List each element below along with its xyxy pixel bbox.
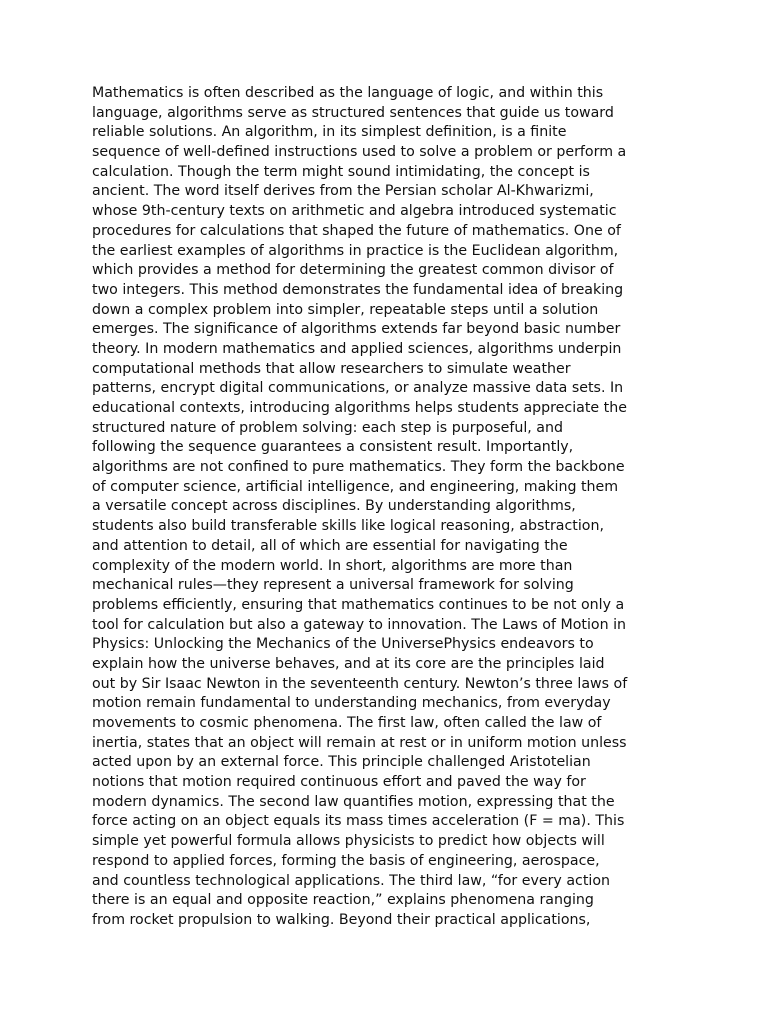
text-line: mechanical rules—they represent a universal framework for solving [92,577,574,594]
text-line: whose 9th-century texts on arithmetic and algebra introduced systematic [92,203,617,220]
text-line: algorithms are not confined to pure mathematics. They form the backbone [92,459,625,476]
text-line: of computer science, artificial intelligence, and engineering, making them [92,478,619,495]
text-line: there is an equal and opposite reaction,” explains phenomena ranging [92,892,594,909]
text-line: movements to cosmic phenomena. The first law, often called the law of [92,715,602,731]
text-line: the earliest examples of algorithms in practice is the Euclidean algorithm, [92,242,619,259]
text-line: Mathematics is often described as the language of logic, and within this [92,85,604,101]
text-line: emerges. The significance of algorithms extends far beyond basic number [92,321,621,338]
text-line: complexity of the modern world. In short, algorithms are more than [92,557,573,574]
body-text [92,84,692,931]
text-line: two integers. This method demonstrates the fundamental idea of breaking [92,281,624,298]
text-line: following the sequence guarantees a consistent result. Importantly, [92,439,574,456]
text-line: and attention to detail, all of which are essential for navigating the [92,537,568,554]
text-line: patterns, encrypt digital communications, or analyze massive data sets. In [92,380,624,397]
text-line: inertia, states that an object will remain at rest or in uniform motion unless [92,734,627,751]
text-line: ancient. The word itself derives from the Persian scholar Al-Khwarizmi, [92,183,594,200]
text-line: educational contexts, introducing algorithms helps students appreciate the [92,400,627,416]
text-line: problems efficiently, ensuring that mathematics continues to be not only a [92,596,625,613]
text-line: theory. In modern mathematics and applied sciences, algorithms underpin [92,340,622,357]
text-line: students also build transferable skills like logical reasoning, abstraction, [92,518,604,535]
text-line: out by Sir Isaac Newton in the seventeenth century. Newton’s three laws of [92,675,628,692]
text-line: which provides a method for determining the greatest common divisor of [92,262,614,279]
text-line: calculation. Though the term might sound intimidating, the concept is [92,163,590,180]
text-line: from rocket propulsion to walking. Beyond their practical applications, [92,911,591,928]
text-line: reliable solutions. An algorithm, in its simplest definition, is a finite [92,124,567,141]
text-line: structured nature of problem solving: each step is purposeful, and [92,419,563,436]
text-line: a versatile concept across disciplines. By understanding algorithms, [92,498,576,515]
text-line: respond to applied forces, forming the basis of engineering, aerospace, [92,852,600,869]
text-line: motion remain fundamental to understanding mechanics, from everyday [92,695,611,712]
text-line: simple yet powerful formula allows physicists to predict how objects will [92,833,605,850]
text-line: computational methods that allow researchers to simulate weather [92,360,571,377]
text-line: tool for calculation but also a gateway to innovation. The Laws of Motion in [92,616,626,633]
text-line: notions that motion required continuous effort and paved the way for [92,774,586,791]
text-line: acted upon by an external force. This principle challenged Aristotelian [92,754,591,771]
text-line: explain how the universe behaves, and at its core are the principles laid [92,655,605,672]
text-line: language, algorithms serve as structured sentences that guide us toward [92,104,614,121]
text-line: and countless technological applications. The third law, “for every action [92,872,611,889]
text-line: force acting on an object equals its mass times acceleration (F = ma). This [92,813,625,830]
text-line: sequence of well-defined instructions used to solve a problem or perform a [92,144,627,161]
text-line: Physics: Unlocking the Mechanics of the UniversePhysics endeavors to [92,636,594,653]
text-line: modern dynamics. The second law quantifies motion, expressing that the [92,793,615,810]
text-line: down a complex problem into simpler, repeatable steps until a solution [92,301,599,318]
text-line: procedures for calculations that shaped the future of mathematics. One of [92,222,621,239]
